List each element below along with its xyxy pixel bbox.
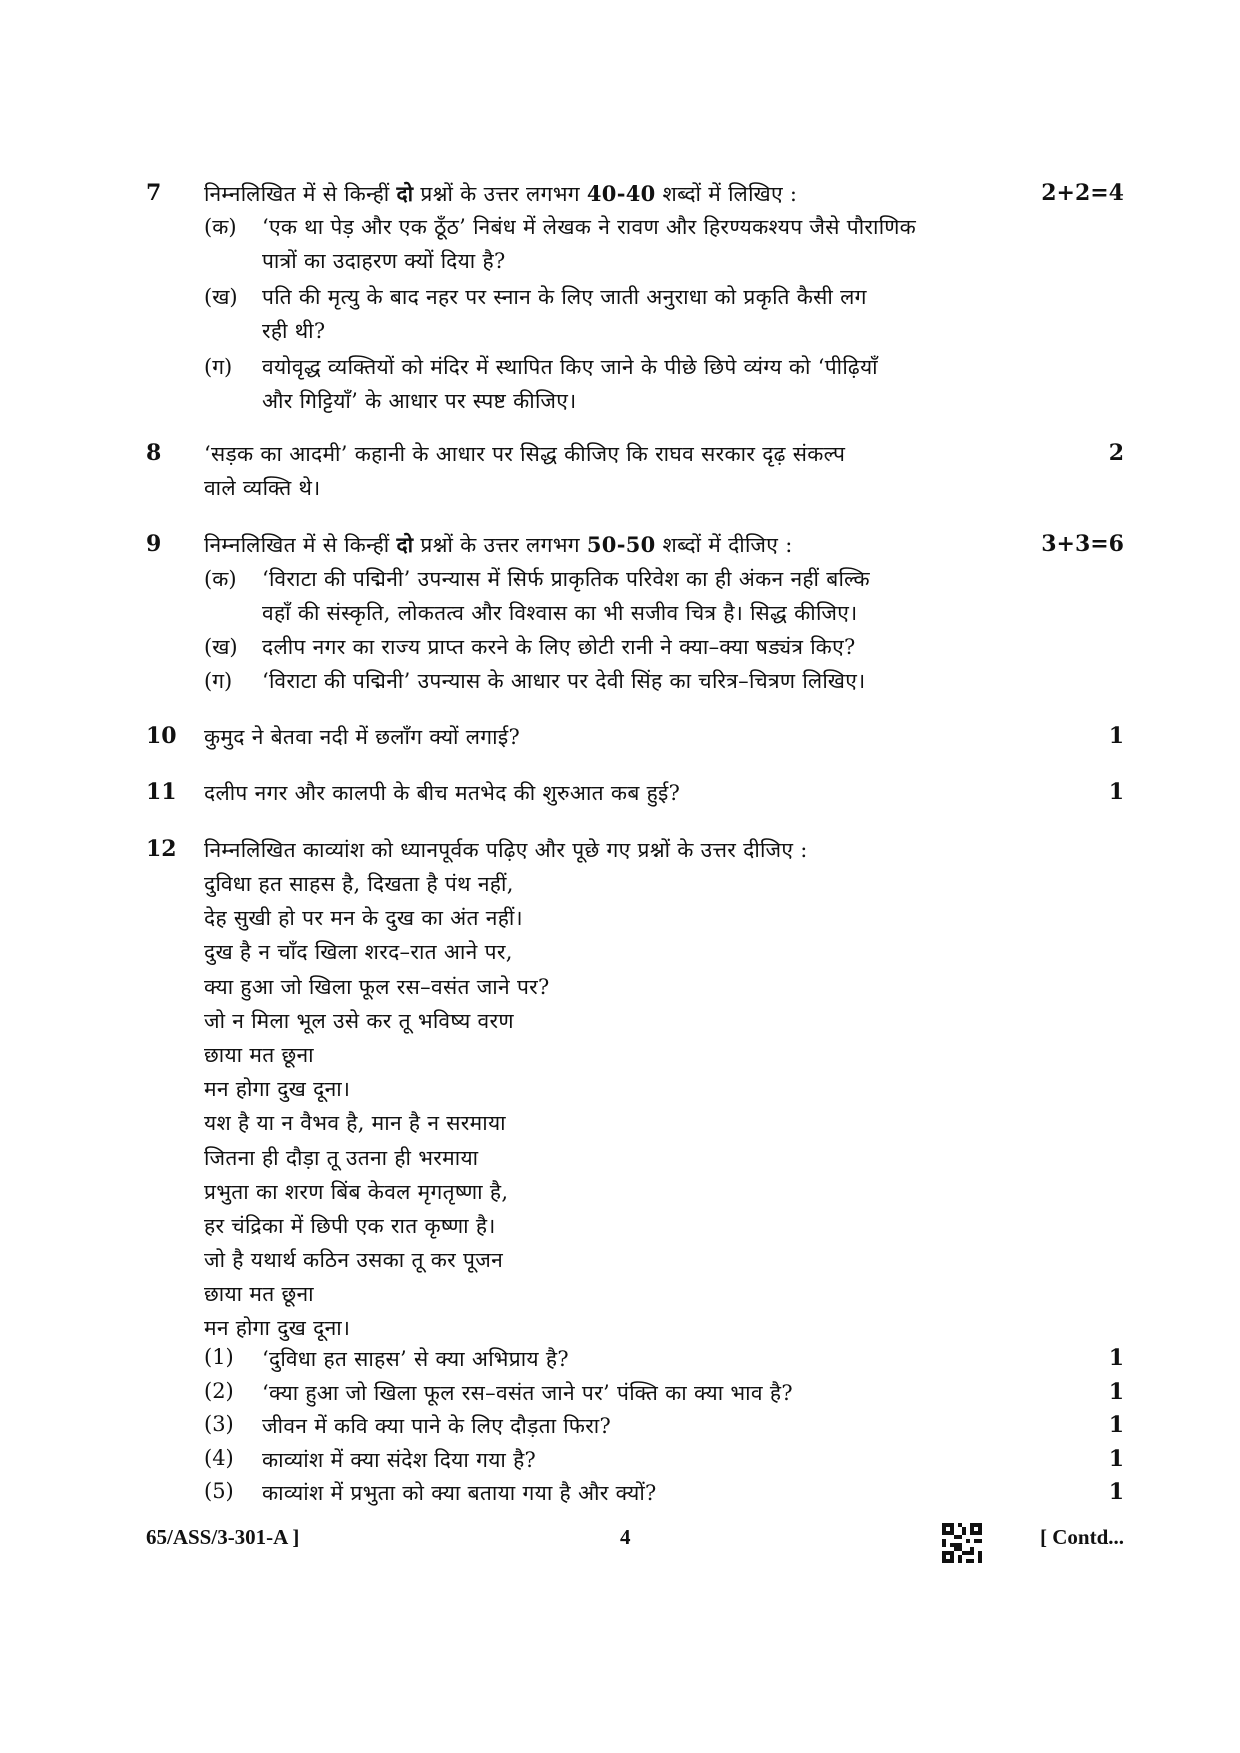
question-stem: निम्नलिखित में से किन्हीं दो प्रश्नों के उत्तर लगभग 40-40 शब्दों में लिखिए : [204,181,798,206]
sub-question-text: काव्यांश में क्या संदेश दिया गया है? [262,1448,537,1472]
sub-question-marks: 1 [1108,1446,1124,1472]
question-stem-cont: वाले व्यक्ति थे। [204,476,321,500]
sub-question-text-cont: वहाँ की संस्कृति, लोकतत्व और विश्वास का भी सजीव चित्र है। सिद्ध कीजिए। [262,601,858,625]
poem-line: छाया मत छूना [204,1282,314,1307]
poem-line: हर चंद्रिका में छिपी एक रात कृष्णा है। [204,1213,496,1238]
question-number: 11 [146,779,177,805]
sub-question-text: काव्यांश में प्रभुता को क्या बताया गया है और क्यों? [262,1481,657,1505]
question-marks: 2 [1108,440,1124,466]
poem-passage [204,870,550,1349]
sub-question-label: (ग) [204,355,233,379]
sub-question-text: दलीप नगर का राज्य प्राप्त करने के लिए छोटी रानी ने क्या–क्या षड्यंत्र किए? [262,635,856,659]
question-marks: 1 [1108,723,1124,749]
sub-question-text: ‘दुविधा हत साहस’ से क्या अभिप्राय है? [262,1347,569,1371]
sub-question-label: (ख) [204,635,238,659]
sub-question-text: ‘विराटा की पद्मिनी’ उपन्यास में सिर्फ प्राकृतिक परिवेश का ही अंकन नहीं बल्कि [262,567,870,591]
poem-line: जितना ही दौड़ा तू उतना ही भरमाया [204,1145,479,1170]
sub-question-label: (ग) [204,669,233,693]
sub-question-label: (क) [204,567,237,591]
sub-question-text: पति की मृत्यु के बाद नहर पर स्नान के लिए जाती अनुराधा को प्रकृति कैसी लग [262,285,867,309]
sub-question-label: (4) [204,1446,234,1470]
sub-question-text: ‘क्या हुआ जो खिला फूल रस–वसंत जाने पर’ पंक्ति का क्या भाव है? [262,1381,793,1405]
sub-question-text-cont: रही थी? [262,319,326,343]
poem-line: मन होगा दुख दूना। [204,1316,351,1341]
sub-question-label: (5) [204,1479,234,1503]
qr-code-icon [942,1523,982,1563]
poem-line: यश है या न वैभव है, मान है न सरमाया [204,1111,506,1136]
poem-line: देह सुखी हो पर मन के दुख का अंत नहीं। [204,906,523,931]
sub-question-label: (ख) [204,285,238,309]
poem-line: छाया मत छूना [204,1042,314,1067]
continued-label: [ Contd... [1039,1525,1124,1549]
poem-line: मन होगा दुख दूना। [204,1077,351,1102]
question-stem: निम्नलिखित काव्यांश को ध्यानपूर्वक पढ़िए और पूछे गए प्रश्नों के उत्तर दीजिए : [204,838,808,862]
sub-question-label: (1) [204,1345,234,1369]
sub-question-marks: 1 [1108,1479,1124,1505]
question-stem: निम्नलिखित में से किन्हीं दो प्रश्नों के उत्तर लगभग 50-50 शब्दों में दीजिए : [204,532,793,557]
sub-question-marks: 1 [1108,1412,1124,1438]
question-number: 8 [146,440,162,466]
question-marks: 2+2=4 [1041,180,1124,206]
poem-line: प्रभुता का शरण बिंब केवल मृगतृष्णा है, [204,1179,509,1204]
sub-question-label: (2) [204,1379,234,1403]
sub-question-label: (3) [204,1412,234,1436]
poem-line: जो है यथार्थ कठिन उसका तू कर पूजन [204,1248,504,1273]
sub-question-text-cont: पात्रों का उदाहरण क्यों दिया है? [262,249,506,273]
sub-question-text: ‘एक था पेड़ और एक ठूँठ’ निबंध में लेखक ने रावण और हिरण्यकश्यप जैसे पौराणिक [262,215,917,239]
sub-question-text-cont: और गिट्टियाँ’ के आधार पर स्पष्ट कीजिए। [262,389,577,413]
page-footer [0,1525,1240,1565]
question-number: 12 [146,836,177,862]
question-marks: 1 [1108,779,1124,805]
sub-question-text: जीवन में कवि क्या पाने के लिए दौड़ता फिरा? [262,1414,612,1438]
question-stem: कुमुद ने बेतवा नदी में छलाँग क्यों लगाई? [204,725,521,749]
poem-line: दुविधा हत साहस है, दिखता है पंथ नहीं, [204,872,514,896]
poem-line: दुख है न चाँद खिला शरद–रात आने पर, [204,940,513,965]
sub-question-marks: 1 [1108,1379,1124,1405]
question-number: 9 [146,531,162,557]
poem-line: क्या हुआ जो खिला फूल रस–वसंत जाने पर? [204,974,550,999]
question-number: 10 [146,723,177,749]
paper-code: 65/ASS/3-301-A ] [146,1525,300,1549]
question-number: 7 [146,180,162,206]
sub-question-text: ‘विराटा की पद्मिनी’ उपन्यास के आधार पर देवी सिंह का चरित्र–चित्रण लिखिए। [262,669,866,693]
question-stem: दलीप नगर और कालपी के बीच मतभेद की शुरुआत कब हुई? [204,781,681,805]
question-stem: ‘सड़क का आदमी’ कहानी के आधार पर सिद्ध कीजिए कि राघव सरकार दृढ़ संकल्प [204,442,846,466]
question-marks: 3+3=6 [1041,531,1124,557]
sub-question-label: (क) [204,215,237,239]
sub-question-text: वयोवृद्ध व्यक्तियों को मंदिर में स्थापित किए जाने के पीछे छिपे व्यंग्य को ‘पीढ़ियाँ [262,355,878,379]
page-number: 4 [620,1525,631,1549]
sub-question-marks: 1 [1108,1345,1124,1371]
poem-line: जो न मिला भूल उसे कर तू भविष्य वरण [204,1008,514,1033]
